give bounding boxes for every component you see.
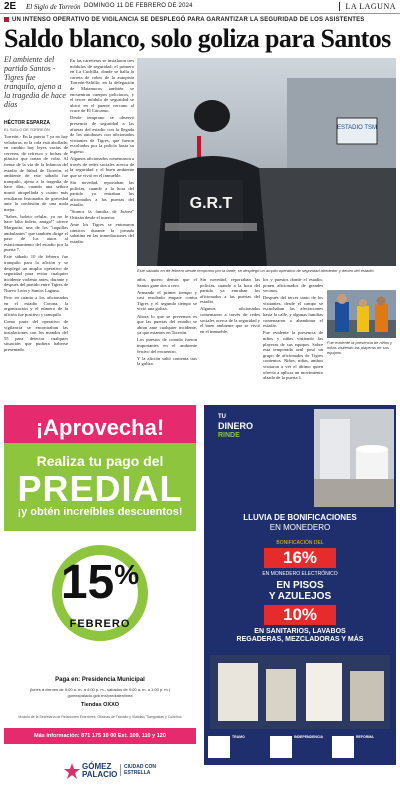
article-column-1: Torreón.- En la puerta 7 ya no hay veladoras, ni la cola está abollada; en cambio hay leyes vacías de cerveza, de refresco y bolsas de plástico que tratan de volar. Al frente de la vía de la Infancia del estadio de fútbol de Torreón, el ambiente de este sábado fue tranquilo, ajeno a la tragedia de hace días, cuando una señora murió atropellada y cuatro más resultaron lesionados de gravedad ante la confusión de una mala mejor. "Sabes, boleto celular, ya no le hace falta boleto, amigo!" ofrece Margarita, una de los "taquillas ambulantes" que también dirige el paso de los autos al estacionamiento del estadio por la puerta 7. Este sábado 10 de febrero fue tranquilo para la afición y se desplegó un amplio operativo de seguridad para evitar cualquier incidente violento antes, durante y después del partido entre Tigres de Nuevo León y Santos Laguna. Pero en cuanto a los aficionados en el estadio Corona, la organización y el número de la afición fue positivo y tranquilo. Como parte del operativo de vigilancia se encontraban las instalaciones con los mandos del 55 para detectar cualquier situación que pudiera haberse presentado. <box>4 134 68 352</box>
page-number: 2E <box>4 1 17 12</box>
qr-code-independencia[interactable] <box>270 736 292 758</box>
qr-code-tramo[interactable] <box>208 736 230 758</box>
ad-predial: PREDIAL <box>17 468 183 509</box>
discount-month: FEBRERO <box>69 618 131 630</box>
qr-code-reforma[interactable] <box>332 736 354 758</box>
bathroom-photo-illustration <box>314 409 394 507</box>
discount-percent: 15% <box>60 556 140 609</box>
article-column-2: En las carreteras se instalaron tres módulos de seguridad; el primero en La Cuchilla, donde se halla la carreta de cobro de la autopista Torreón-Saltillo; en la delegación de Matamoros también se encuentran cuerpos policiacos, y el tercer módulo de seguridad se ubicó en el puente cercano al cruce de El Cárcamo. Desde temprano se observó presencia de seguridad a las afueras del estadio con la llegada de los autobuses con aficionados visitantes de Tigres, que fueron escoltados por la policía hasta su ingreso. Algunos aficionados comentaron a través de redes sociales acerca de la seguridad y el buen ambiente que se vivió en el inmueble. Sin novedad, reportaban las policías, cuando a la hora del partido ya entraban los aficionados a las puertas del estadio. "Somos la familia de Juárez" Ortizán desde el interior. Ante los Tigres se entonaron cánticos durante la jornada sabatina en las inmediaciones del estadio. <box>70 58 134 244</box>
police-vest-label: G.R.T <box>189 195 233 212</box>
ad-headline: ¡Aprovecha! <box>35 415 165 440</box>
bonificaciones-advertisement[interactable] <box>204 405 396 790</box>
predial-advertisement[interactable] <box>4 405 196 757</box>
bonif-percent-16: 16% <box>264 548 336 568</box>
oxxo-stores: Tiendas OXXO <box>80 702 120 708</box>
secondary-photo <box>327 290 396 338</box>
police-photo-illustration <box>137 58 396 266</box>
article-headline: Saldo blanco, solo goliza para Santos <box>4 24 391 53</box>
other-locations: Módulo de la Secretaría de Relaciones Exteriores, Oficinas de Tránsito y Vialidad, Tianguistas y Cuiteños <box>18 715 182 719</box>
article-lead: El ambiente del partido Santos - Tigres fue tranquilo, ajeno a la tragedia de hace días <box>4 55 66 109</box>
bonif-percent-10: 10% <box>264 605 336 625</box>
paper-name: El Siglo de Torreón <box>26 3 81 11</box>
article-column-4: Sin novedad, reportaban las policías, cuando a la hora del partido ya entraban los aficionados a las puertas del estadio. Algunos aficionados comentaron a través de redes sociales acerca de la seguridad y el buen ambiente que se vivió en el inmueble. <box>200 277 260 334</box>
article-column-3: años, quiero demás que el Santos gane dos a cero. Armando el primer tiempo y casi resultado empate contra Tigres y el segundo tiempo se vivió una goliza. Ahora lo que se prevemos es que las puertas del estadio se abran ante cualquier incidente, ya que estamos en Torreón. Los puestos de comida fueron importantes en el ambiente festivo del encuentro. Y la afición salió contenta tras la goliza. <box>137 277 197 367</box>
pay-location: Paga en: Presidencia Municipal <box>55 677 145 683</box>
kicker-square-icon <box>4 17 9 22</box>
gomez-palacio-logo: GÓMEZ PALACIO CIUDAD CON ESTRELLA <box>60 760 140 790</box>
stadium-sign: ESTADIO TSM <box>336 125 378 131</box>
fans-photo-illustration <box>327 290 396 338</box>
secondary-photo-caption: Fue evidente la presencia de niños y niñas vistiendo las playeras de sus equipos. <box>327 340 393 355</box>
article-kicker: UN INTENSO OPERATIVO DE VIGILANCIA SE DESPLEGÓ PARA GARANTIZAR LA SEGURIDAD DE LOS ASISTENTES <box>4 17 365 23</box>
tu-dinero-rinde-logo: TU DINERO RINDE <box>218 414 254 439</box>
article-byline: HÉCTOR ESPARZA EL SIGLO DE TORREÓN <box>4 120 50 132</box>
bonif-label: BONIFICACIÓN DEL <box>276 540 324 546</box>
page-header <box>0 0 400 14</box>
lluvia-title: LLUVIA DE BONIFICACIONES EN MONEDERO <box>243 513 357 532</box>
section-name: LA LAGUNA <box>339 2 397 11</box>
pay-hours: (lunes a viernes de 9:00 a. m. a 4:00 p. m., sábados de 9:00 a. m. a 1:00 p. m.) gomezpalacio.gob.mx/predialenlinea <box>29 687 171 698</box>
predial-web-link[interactable]: gomezpalacio.gob.mx/predialenlinea <box>67 692 133 698</box>
main-photo <box>137 58 396 266</box>
article-column-5: los y puestos donde el estadio, ponen aficionados de grandes vecinos. Después del tercer tanto de los visitantes, desde el campo se escuchaban las afectaciones hasta la calle, y algunas familias comenzaron a abandonar el estadio. Fue evidente la presencia de niños y niñas vistiendo las playeras de sus equipos. Sobre esta temporada azul posó un grupo de aficionados de Tigres contentos. Niños, niñas, ambos visitaron a ver el último quien ofrecía a aplicar un movimiento alzado de la puerta 1. <box>263 277 323 381</box>
main-photo-caption: Este sábado en de febrero desde temprano por la tarde, se desplegó un amplio operativo de seguridad alrededor y dentro del estadio. <box>137 268 375 273</box>
star-icon <box>64 763 80 779</box>
bonif-band: EN MONEDERO ELECTRÓNICO <box>262 571 338 577</box>
store-interior-illustration <box>210 655 390 729</box>
ad-footer <box>204 765 396 790</box>
info-phone: Más información: 871 175 10 00 Ext. 109, 110 y 120 <box>4 728 196 744</box>
category-pisos: EN PISOS Y AZULEJOS <box>268 580 332 602</box>
qr-codes: TRAMO INDEPENDENCIA REFORMA <box>204 732 396 762</box>
ad-line-3: ¡y obtén increíbles descuentos! <box>17 506 183 518</box>
page-date: DOMINGO 11 DE FEBRERO DE 2024 <box>84 3 193 9</box>
ad-line-1: Realiza tu pago del <box>36 453 164 469</box>
category-sanitarios: EN SANITARIOS, LAVABOS REGADERAS, MEZCLADORAS Y MÁS <box>236 628 364 643</box>
